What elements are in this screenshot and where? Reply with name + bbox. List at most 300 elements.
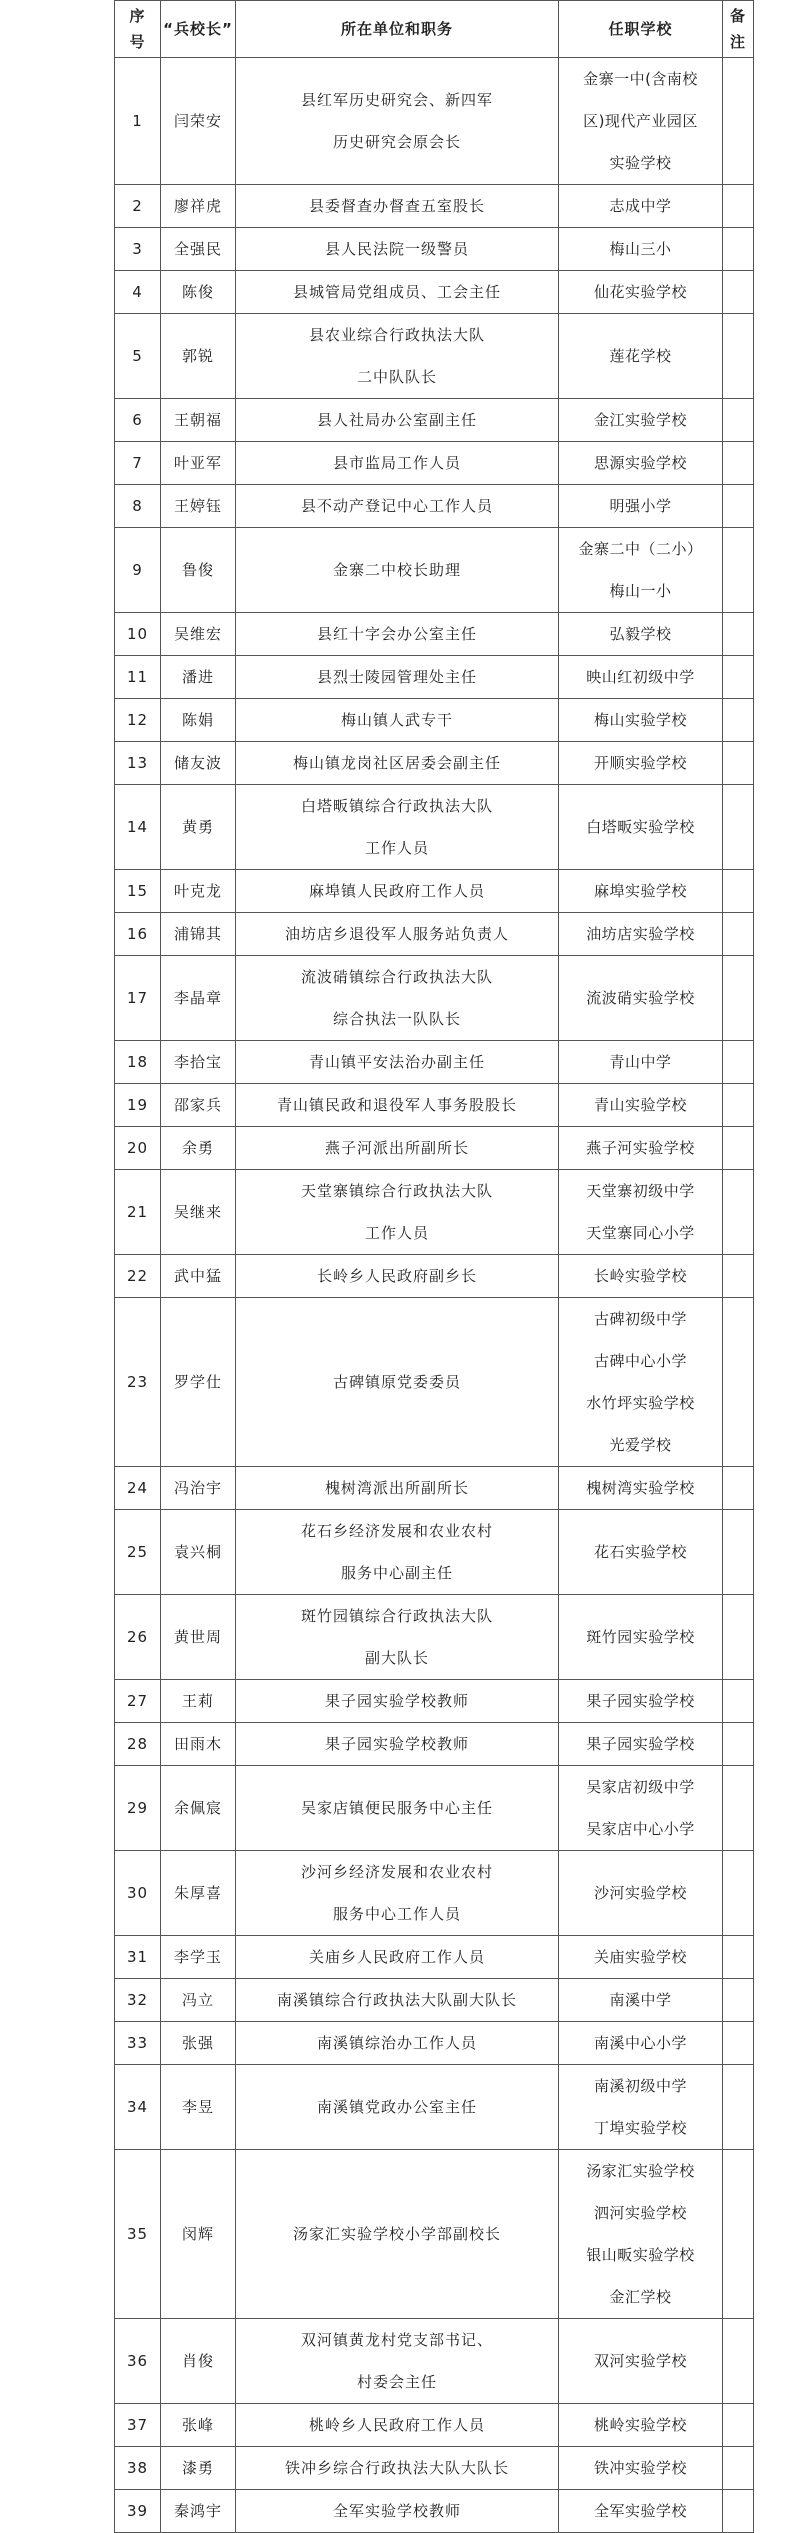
row-school-line: 古碑中心小学 [593, 1352, 687, 1370]
row-name: 潘进 [161, 656, 236, 699]
row-note [723, 1255, 754, 1298]
row-unit [236, 613, 559, 656]
row-school-line: 丁埠实验学校 [593, 2119, 687, 2137]
row-school-line: 流波𬒔实验学校 [586, 989, 695, 1007]
row-school [559, 1510, 723, 1595]
row-school-line: 梅山三小 [609, 240, 672, 258]
row-name: 王婷钰 [161, 485, 236, 528]
row-school [559, 699, 723, 742]
row-school-line: 南溪初级中学 [593, 2077, 687, 2095]
row-unit-line: 综合执法一队队长 [332, 1010, 461, 1028]
header-note [723, 1, 754, 58]
row-school-line: 果子园实验学校 [586, 1735, 695, 1753]
row-school-line: 汤家汇实验学校 [586, 2162, 695, 2180]
row-unit [236, 1127, 559, 1170]
row-school-line: 长岭实验学校 [593, 1267, 687, 1285]
row-unit [236, 271, 559, 314]
row-unit [236, 742, 559, 785]
row-note [723, 2150, 754, 2319]
row-unit-line: 县红十字会办公室主任 [316, 625, 477, 643]
row-unit-line: 工作人员 [364, 839, 429, 857]
row-note [723, 656, 754, 699]
table-row [115, 1723, 754, 1766]
header-row [115, 1, 754, 58]
row-note [723, 1936, 754, 1979]
row-unit [236, 656, 559, 699]
row-name: 张峰 [161, 2404, 236, 2447]
row-note [723, 228, 754, 271]
row-name: 叶克龙 [161, 870, 236, 913]
row-school [559, 2404, 723, 2447]
row-name: 武中猛 [161, 1255, 236, 1298]
table-row [115, 1766, 754, 1851]
row-name: 冯治宇 [161, 1467, 236, 1510]
row-school-line: 燕子河实验学校 [586, 1139, 695, 1157]
table-row [115, 742, 754, 785]
table-row [115, 2490, 754, 2533]
table-row [115, 699, 754, 742]
row-school-line: 沙河实验学校 [593, 1884, 687, 1902]
row-school [559, 1766, 723, 1851]
row-unit-line: 梅山镇龙岗社区居委会副主任 [292, 754, 501, 772]
table-row [115, 185, 754, 228]
row-index: 21 [115, 1170, 161, 1255]
row-unit [236, 2447, 559, 2490]
row-unit-line: 村委会主任 [356, 2373, 437, 2391]
row-note [723, 1723, 754, 1766]
row-school [559, 2490, 723, 2533]
row-school-line: 梅山实验学校 [593, 711, 687, 729]
row-school-line: 莲花学校 [609, 347, 672, 365]
row-name: 张强 [161, 2022, 236, 2065]
row-school-line: 天堂寨初级中学 [586, 1182, 695, 1200]
row-note [723, 1298, 754, 1467]
row-school-line: 白塔畈实验学校 [586, 818, 695, 836]
table-row [115, 913, 754, 956]
row-school-line: 吴家店中心小学 [586, 1820, 695, 1838]
row-unit [236, 1255, 559, 1298]
table-row [115, 2150, 754, 2319]
row-school [559, 2319, 723, 2404]
row-school-line: 泗河实验学校 [593, 2204, 687, 2222]
row-unit-line: 青山镇平安法治办副主任 [308, 1053, 485, 1071]
row-name: 陈娟 [161, 699, 236, 742]
row-unit [236, 913, 559, 956]
row-unit [236, 785, 559, 870]
row-unit [236, 1170, 559, 1255]
row-unit [236, 1467, 559, 1510]
table-row [115, 1255, 754, 1298]
row-school-line: 银山畈实验学校 [586, 2246, 695, 2264]
row-unit [236, 1936, 559, 1979]
row-name: 全强民 [161, 228, 236, 271]
row-school [559, 1979, 723, 2022]
row-unit-line: 铁冲乡综合行政执法大队大队长 [284, 2459, 509, 2477]
row-unit [236, 1041, 559, 1084]
row-note [723, 613, 754, 656]
row-unit [236, 1298, 559, 1467]
row-unit [236, 442, 559, 485]
row-name: 余佩宸 [161, 1766, 236, 1851]
row-unit-line: 沙河乡经济发展和农业农村 [300, 1863, 493, 1881]
table-row [115, 1510, 754, 1595]
row-school [559, 956, 723, 1041]
row-note [723, 1510, 754, 1595]
row-index: 1 [115, 58, 161, 185]
row-unit [236, 1979, 559, 2022]
header-index-line-2: 号 [129, 33, 146, 51]
row-school-line: 金汇学校 [609, 2288, 672, 2306]
row-name: 叶亚军 [161, 442, 236, 485]
table-row [115, 2319, 754, 2404]
row-school-line: 仙花实验学校 [593, 283, 687, 301]
row-unit [236, 228, 559, 271]
row-school-line: 金寨一中(含南校 [583, 70, 698, 88]
row-unit [236, 185, 559, 228]
header-name: “兵校长” [161, 1, 236, 58]
row-unit [236, 2022, 559, 2065]
row-name: 罗学仕 [161, 1298, 236, 1467]
row-unit [236, 314, 559, 399]
row-unit-line: 南溪镇综合行政执法大队副大队长 [276, 1991, 517, 2009]
row-school-line: 天堂寨同心小学 [586, 1224, 695, 1242]
row-unit-line: 服务中心副主任 [340, 1564, 453, 1582]
table-row [115, 1298, 754, 1467]
row-school [559, 1467, 723, 1510]
table-row [115, 2022, 754, 2065]
row-unit [236, 399, 559, 442]
row-school-line: 桃岭实验学校 [593, 2416, 687, 2434]
table-row [115, 1170, 754, 1255]
row-name: 吴继来 [161, 1170, 236, 1255]
row-school [559, 1084, 723, 1127]
table-row [115, 1595, 754, 1680]
row-unit-line: 桃岭乡人民政府工作人员 [308, 2416, 485, 2434]
row-index: 10 [115, 613, 161, 656]
row-unit [236, 2490, 559, 2533]
row-unit [236, 1680, 559, 1723]
row-unit-line: 白塔畈镇综合行政执法大队 [300, 797, 493, 815]
row-unit-line: 双河镇黄龙村党支部书记、 [300, 2331, 493, 2349]
row-note [723, 1979, 754, 2022]
row-index: 5 [115, 314, 161, 399]
row-note [723, 1127, 754, 1170]
row-unit [236, 2404, 559, 2447]
row-school-line: 古碑初级中学 [593, 1310, 687, 1328]
table-row [115, 485, 754, 528]
row-name: 鲁俊 [161, 528, 236, 613]
row-index: 13 [115, 742, 161, 785]
row-school [559, 58, 723, 185]
row-unit-line: 吴家店镇便民服务中心主任 [300, 1799, 493, 1817]
row-index: 18 [115, 1041, 161, 1084]
school-principal-roster-table [114, 0, 754, 2533]
row-school [559, 271, 723, 314]
row-name: 吴维宏 [161, 613, 236, 656]
row-index: 24 [115, 1467, 161, 1510]
row-school-line: 开顺实验学校 [593, 754, 687, 772]
row-unit-line: 县市监局工作人员 [332, 454, 461, 472]
row-unit-line: 古碑镇原党委委员 [332, 1373, 461, 1391]
row-school-line: 思源实验学校 [593, 454, 687, 472]
row-note [723, 1766, 754, 1851]
row-school [559, 399, 723, 442]
row-name: 李拾宝 [161, 1041, 236, 1084]
row-note [723, 742, 754, 785]
row-index: 3 [115, 228, 161, 271]
header-note-line-1: 备 [729, 7, 746, 25]
row-school-line: 实验学校 [609, 154, 672, 172]
table-row [115, 271, 754, 314]
row-note [723, 2490, 754, 2533]
row-name: 李昱 [161, 2065, 236, 2150]
row-school-line: 果子园实验学校 [586, 1692, 695, 1710]
row-index: 7 [115, 442, 161, 485]
row-note [723, 2022, 754, 2065]
table-row [115, 58, 754, 185]
header-index-line-1: 序 [129, 7, 146, 25]
row-note [723, 399, 754, 442]
row-name: 田雨木 [161, 1723, 236, 1766]
row-note [723, 185, 754, 228]
row-unit-line: 斑竹园镇综合行政执法大队 [300, 1607, 493, 1625]
row-school-line: 青山实验学校 [593, 1096, 687, 1114]
row-school-line: 南溪中心小学 [593, 2034, 687, 2052]
row-school [559, 485, 723, 528]
row-unit-line: 金寨二中校长助理 [332, 561, 461, 579]
row-note [723, 485, 754, 528]
row-unit-line: 梅山镇人武专干 [340, 711, 453, 729]
row-note [723, 699, 754, 742]
row-index: 35 [115, 2150, 161, 2319]
row-school [559, 2150, 723, 2319]
row-name: 陈俊 [161, 271, 236, 314]
row-name: 漆勇 [161, 2447, 236, 2490]
table-row [115, 656, 754, 699]
row-school-line: 金江实验学校 [593, 411, 687, 429]
row-school-line: 水竹坪实验学校 [586, 1394, 695, 1412]
row-unit [236, 870, 559, 913]
row-unit-line: 县人社局办公室副主任 [316, 411, 477, 429]
row-unit-line: 天堂寨镇综合行政执法大队 [300, 1182, 493, 1200]
row-index: 20 [115, 1127, 161, 1170]
row-unit [236, 1084, 559, 1127]
row-name: 王莉 [161, 1680, 236, 1723]
row-unit-line: 县城管局党组成员、工会主任 [292, 283, 501, 301]
row-school-line: 区)现代产业园区 [583, 112, 698, 130]
row-school-line: 映山红初级中学 [586, 668, 695, 686]
row-school [559, 913, 723, 956]
row-school [559, 1851, 723, 1936]
row-unit-line: 县不动产登记中心工作人员 [300, 497, 493, 515]
row-school-line: 金寨二中（二小） [578, 540, 703, 558]
row-note [723, 314, 754, 399]
table-row [115, 1936, 754, 1979]
row-school-line: 麻埠实验学校 [593, 882, 687, 900]
row-index: 19 [115, 1084, 161, 1127]
table-row [115, 1680, 754, 1723]
row-unit [236, 699, 559, 742]
row-name: 李晶章 [161, 956, 236, 1041]
row-unit [236, 58, 559, 185]
row-name: 秦鸿宇 [161, 2490, 236, 2533]
row-unit [236, 2319, 559, 2404]
row-index: 25 [115, 1510, 161, 1595]
row-name: 李学玉 [161, 1936, 236, 1979]
row-note [723, 785, 754, 870]
row-note [723, 956, 754, 1041]
row-index: 39 [115, 2490, 161, 2533]
row-note [723, 528, 754, 613]
row-unit-line: 县烈士陵园管理处主任 [316, 668, 477, 686]
row-school [559, 656, 723, 699]
row-school [559, 442, 723, 485]
row-unit-line: 槐树湾派出所副所长 [324, 1479, 469, 1497]
table-row [115, 2065, 754, 2150]
row-unit-line: 县人民法院一级警员 [324, 240, 469, 258]
table-row [115, 1084, 754, 1127]
row-name: 储友波 [161, 742, 236, 785]
row-note [723, 1851, 754, 1936]
row-unit-line: 果子园实验学校教师 [324, 1692, 469, 1710]
row-school-line: 南溪中学 [609, 1991, 672, 2009]
row-index: 9 [115, 528, 161, 613]
table-row [115, 956, 754, 1041]
row-school [559, 1723, 723, 1766]
row-school-line: 双河实验学校 [593, 2352, 687, 2370]
row-index: 12 [115, 699, 161, 742]
row-note [723, 1170, 754, 1255]
row-unit-line: 油坊店乡退役军人服务站负责人 [284, 925, 509, 943]
row-school-line: 吴家店初级中学 [586, 1778, 695, 1796]
row-unit-line: 长岭乡人民政府副乡长 [316, 1267, 477, 1285]
row-note [723, 870, 754, 913]
row-note [723, 1680, 754, 1723]
row-note [723, 442, 754, 485]
row-index: 27 [115, 1680, 161, 1723]
row-school [559, 870, 723, 913]
table-row [115, 785, 754, 870]
row-unit-line: 二中队队长 [356, 368, 437, 386]
row-name: 肖俊 [161, 2319, 236, 2404]
row-unit-line: 果子园实验学校教师 [324, 1735, 469, 1753]
row-name: 余勇 [161, 1127, 236, 1170]
row-index: 15 [115, 870, 161, 913]
row-name: 闵辉 [161, 2150, 236, 2319]
row-unit-line: 花石乡经济发展和农业农村 [300, 1522, 493, 1540]
table-row [115, 613, 754, 656]
table-row [115, 442, 754, 485]
row-unit-line: 县委督查办督查五室股长 [308, 197, 485, 215]
row-unit-line: 南溪镇综治办工作人员 [316, 2034, 477, 2052]
row-note [723, 1595, 754, 1680]
row-school [559, 2447, 723, 2490]
row-school [559, 1680, 723, 1723]
table-row [115, 1041, 754, 1084]
table-row [115, 228, 754, 271]
row-index: 37 [115, 2404, 161, 2447]
row-school [559, 228, 723, 271]
row-school [559, 1170, 723, 1255]
table-row [115, 1851, 754, 1936]
row-index: 33 [115, 2022, 161, 2065]
row-unit-line: 全军实验学校教师 [332, 2502, 461, 2520]
row-unit [236, 956, 559, 1041]
row-school-line: 梅山一小 [609, 582, 672, 600]
row-school [559, 613, 723, 656]
row-name: 冯立 [161, 1979, 236, 2022]
row-school [559, 1127, 723, 1170]
row-unit-line: 工作人员 [364, 1224, 429, 1242]
row-school [559, 1041, 723, 1084]
row-school-line: 全军实验学校 [593, 2502, 687, 2520]
row-index: 26 [115, 1595, 161, 1680]
row-unit [236, 2150, 559, 2319]
row-school-line: 明强小学 [609, 497, 672, 515]
row-school [559, 2065, 723, 2150]
row-index: 14 [115, 785, 161, 870]
row-index: 32 [115, 1979, 161, 2022]
row-unit-line: 青山镇民政和退役军人事务股股长 [276, 1096, 517, 1114]
row-unit [236, 1595, 559, 1680]
table-row [115, 2404, 754, 2447]
header-note-line-2: 注 [729, 33, 746, 51]
row-index: 28 [115, 1723, 161, 1766]
row-index: 6 [115, 399, 161, 442]
row-note [723, 271, 754, 314]
row-unit [236, 528, 559, 613]
row-unit-line: 燕子河派出所副所长 [324, 1139, 469, 1157]
row-name: 黄勇 [161, 785, 236, 870]
row-unit-line: 南溪镇党政办公室主任 [316, 2098, 477, 2116]
row-school [559, 314, 723, 399]
row-index: 2 [115, 185, 161, 228]
row-unit [236, 1851, 559, 1936]
row-index: 16 [115, 913, 161, 956]
row-name: 廖祥虎 [161, 185, 236, 228]
table-row [115, 399, 754, 442]
row-unit-line: 流波𬒔镇综合行政执法大队 [300, 968, 493, 986]
row-index: 22 [115, 1255, 161, 1298]
row-school [559, 1255, 723, 1298]
row-index: 8 [115, 485, 161, 528]
row-unit-line: 县红军历史研究会、新四军 [300, 91, 493, 109]
row-name: 郭锐 [161, 314, 236, 399]
row-note [723, 1467, 754, 1510]
row-school-line: 光爱学校 [609, 1436, 672, 1454]
row-note [723, 2319, 754, 2404]
row-unit-line: 服务中心工作人员 [332, 1905, 461, 1923]
row-unit [236, 1723, 559, 1766]
table-row [115, 1127, 754, 1170]
row-school [559, 185, 723, 228]
row-unit [236, 1510, 559, 1595]
row-index: 34 [115, 2065, 161, 2150]
row-name: 闫荣安 [161, 58, 236, 185]
row-unit [236, 2065, 559, 2150]
row-school-line: 关庙实验学校 [593, 1948, 687, 1966]
row-name: 黄世周 [161, 1595, 236, 1680]
row-index: 4 [115, 271, 161, 314]
header-unit: 所在单位和职务 [236, 1, 559, 58]
row-name: 王朝福 [161, 399, 236, 442]
row-school [559, 1298, 723, 1467]
row-note [723, 913, 754, 956]
row-note [723, 2404, 754, 2447]
header-school: 任职学校 [559, 1, 723, 58]
row-school-line: 志成中学 [609, 197, 672, 215]
row-index: 38 [115, 2447, 161, 2490]
